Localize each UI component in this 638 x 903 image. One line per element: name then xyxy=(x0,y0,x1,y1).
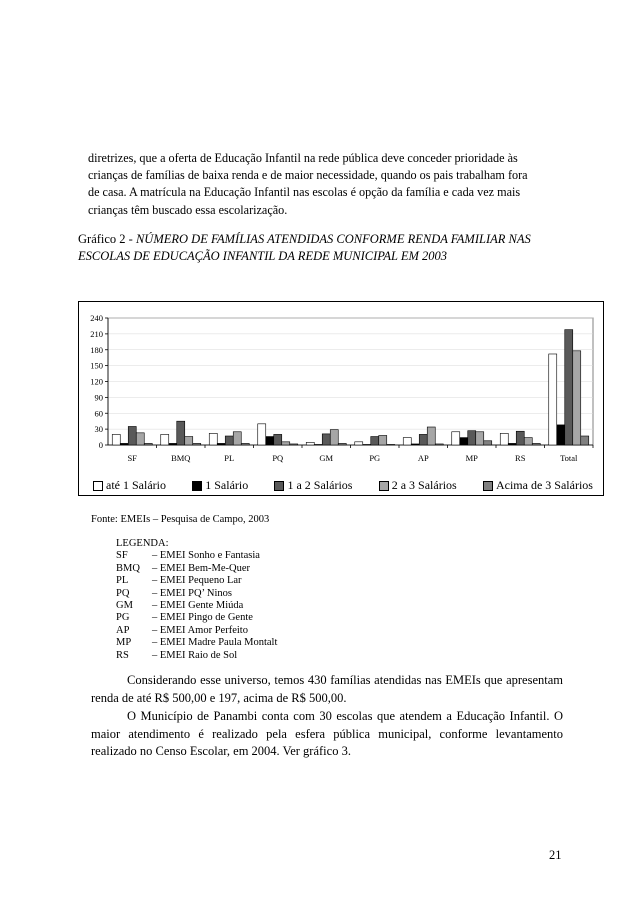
bar xyxy=(209,433,217,445)
page-number: 21 xyxy=(549,848,562,862)
bar xyxy=(169,443,177,445)
legend-desc: – EMEI Sonho e Fantasia xyxy=(152,550,260,562)
y-tick-label: 30 xyxy=(94,424,103,435)
bar xyxy=(532,443,540,445)
paragraph-municipality: O Município de Panambi conta com 30 escolas que atendem a Educação Infantil. O maior atendimento é realizado pela esfera pública municipal, conforme levantamento realizado no Censo Escolar, em 2004. Ver gráfico 3. xyxy=(91,709,563,759)
bar xyxy=(322,434,330,445)
bar xyxy=(241,443,249,445)
bar xyxy=(290,444,298,445)
legend-swatch xyxy=(379,481,389,491)
figure-title-prefix: Gráfico 2 - xyxy=(78,232,136,246)
bar xyxy=(258,424,266,445)
chart-legend xyxy=(93,478,593,493)
legend-abbr: PL xyxy=(116,575,129,587)
paragraph-line: crianças têm buscado essa escolarização. xyxy=(88,202,288,217)
x-tick-label: BMQ xyxy=(171,453,191,463)
legend-desc: – EMEI Pequeno Lar xyxy=(152,575,242,587)
bar xyxy=(516,431,524,445)
bar xyxy=(476,432,484,445)
legend-swatch xyxy=(483,481,493,491)
bar xyxy=(338,443,346,445)
legend-desc: – EMEI Madre Paula Montalt xyxy=(152,637,278,649)
bar xyxy=(177,421,185,445)
bar xyxy=(225,436,233,445)
legend-entry xyxy=(274,478,352,493)
bar xyxy=(508,443,516,445)
legend-swatch xyxy=(192,481,202,491)
legend-desc: – EMEI Gente Miúda xyxy=(152,600,244,612)
legend-label: Acima de 3 Salários xyxy=(495,478,593,492)
bar xyxy=(435,444,443,445)
x-tick-label: GM xyxy=(319,453,334,463)
bar xyxy=(468,431,476,445)
bar xyxy=(193,443,201,445)
bar xyxy=(379,435,387,445)
bar xyxy=(581,436,589,445)
bar xyxy=(411,444,419,445)
y-tick-label: 0 xyxy=(98,440,103,450)
intro-paragraph xyxy=(88,150,562,219)
figure-title-line1: NÚMERO DE FAMÍLIAS ATENDIDAS CONFORME RENDA FAMILIAR NAS xyxy=(135,232,531,246)
bar xyxy=(452,432,460,445)
legend-row xyxy=(116,637,277,649)
legend-row xyxy=(116,550,277,562)
legend-label: 1 a 2 Salários xyxy=(287,478,353,492)
legend-abbr: MP xyxy=(116,637,132,649)
bar xyxy=(419,434,427,445)
y-tick-label: 210 xyxy=(90,328,103,339)
y-tick-label: 150 xyxy=(90,360,103,371)
legend-row xyxy=(116,600,277,612)
bar xyxy=(387,444,395,445)
bar xyxy=(355,442,363,445)
legend-label: até 1 Salário xyxy=(106,478,166,492)
legend-label: 2 a 3 Salários xyxy=(391,478,457,492)
legend-row xyxy=(116,575,277,587)
bar xyxy=(266,437,274,445)
legend-desc: – EMEI PQ’ Ninos xyxy=(152,587,233,599)
bar xyxy=(136,433,144,445)
x-tick-label: PL xyxy=(224,453,235,463)
legend-desc: – EMEI Amor Perfeito xyxy=(152,624,248,636)
bar xyxy=(306,442,314,445)
paragraph-line: de casa. A matrícula na Educação Infantil nas escolas é opção da família e cada vez mais xyxy=(88,185,521,200)
legend-abbr: AP xyxy=(116,624,130,636)
legend-abbr: SF xyxy=(116,550,128,562)
bar xyxy=(500,433,508,445)
bar xyxy=(557,425,565,445)
x-tick-label: PQ xyxy=(272,453,284,463)
bar-chart xyxy=(79,302,603,472)
figure-title xyxy=(78,231,568,265)
legend-abbr: PG xyxy=(116,612,130,624)
x-tick-label: PG xyxy=(369,453,381,463)
x-tick-label: MP xyxy=(465,453,478,463)
bar xyxy=(282,442,290,445)
legend-row xyxy=(116,563,277,575)
bar xyxy=(460,438,468,445)
bar xyxy=(330,430,338,445)
x-tick-label: Total xyxy=(560,453,578,463)
x-tick-label: AP xyxy=(417,453,429,463)
bar xyxy=(274,434,282,445)
legend-desc: – EMEI Raio de Sol xyxy=(152,649,238,661)
bar xyxy=(549,354,557,445)
legend-title: LEGENDA: xyxy=(116,538,169,549)
paragraph-line: crianças de famílias de baixa renda e de maior necessidade, quando os pais trabalham fora xyxy=(88,168,528,183)
bar xyxy=(573,351,581,445)
bar xyxy=(363,444,371,445)
legend-swatch xyxy=(93,481,103,491)
bar xyxy=(524,438,532,445)
bar xyxy=(484,441,492,445)
bar xyxy=(112,434,120,445)
legend-row xyxy=(116,625,277,637)
paragraph-line: diretrizes, que a oferta de Educação Infantil na rede pública deve conceder prioridade às xyxy=(88,151,518,165)
bar xyxy=(144,443,152,445)
bar xyxy=(565,330,573,445)
legend-row xyxy=(116,650,277,662)
bar xyxy=(403,438,411,445)
y-tick-label: 120 xyxy=(90,376,103,387)
legend-label: 1 Salário xyxy=(205,478,249,492)
bar xyxy=(185,437,193,445)
legend-entry xyxy=(93,478,166,493)
legend-abbr: GM xyxy=(116,600,133,612)
legend-entry xyxy=(483,478,593,493)
y-tick-label: 90 xyxy=(94,392,103,403)
bar xyxy=(427,427,435,445)
bar xyxy=(233,432,241,445)
bar xyxy=(161,434,169,445)
legend-desc: – EMEI Pingo de Gente xyxy=(152,612,253,624)
y-tick-label: 180 xyxy=(90,344,103,355)
bar xyxy=(128,426,136,445)
x-tick-label: RS xyxy=(515,453,526,463)
legend-abbr: PQ xyxy=(116,587,130,599)
bar xyxy=(120,443,128,445)
legend-row xyxy=(116,588,277,600)
x-tick-label: SF xyxy=(127,453,137,463)
abbreviation-legend xyxy=(116,538,277,662)
legend-entry xyxy=(192,478,248,493)
paragraph-income: Considerando esse universo, temos 430 famílias atendidas nas EMEIs que apresentam renda de até R$ 500,00 e 197, acima de R$ 500,00. xyxy=(91,673,563,705)
legend-abbr: RS xyxy=(116,649,129,661)
figure-title-line2: ESCOLAS DE EDUCAÇÃO INFANTIL DA REDE MUNICIPAL EM 2003 xyxy=(78,249,447,263)
legend-swatch xyxy=(274,481,284,491)
y-tick-label: 60 xyxy=(94,408,103,419)
legend-entry xyxy=(379,478,457,493)
chart-container xyxy=(78,301,604,496)
y-tick-label: 240 xyxy=(90,313,103,323)
source-note: Fonte: EMEIs – Pesquisa de Campo, 2003 xyxy=(91,514,270,525)
legend-desc: – EMEI Bem-Me-Quer xyxy=(152,562,250,574)
bar xyxy=(371,437,379,445)
bar xyxy=(314,444,322,445)
legend-row xyxy=(116,612,277,624)
bar xyxy=(217,443,225,445)
legend-abbr: BMQ xyxy=(116,562,140,574)
